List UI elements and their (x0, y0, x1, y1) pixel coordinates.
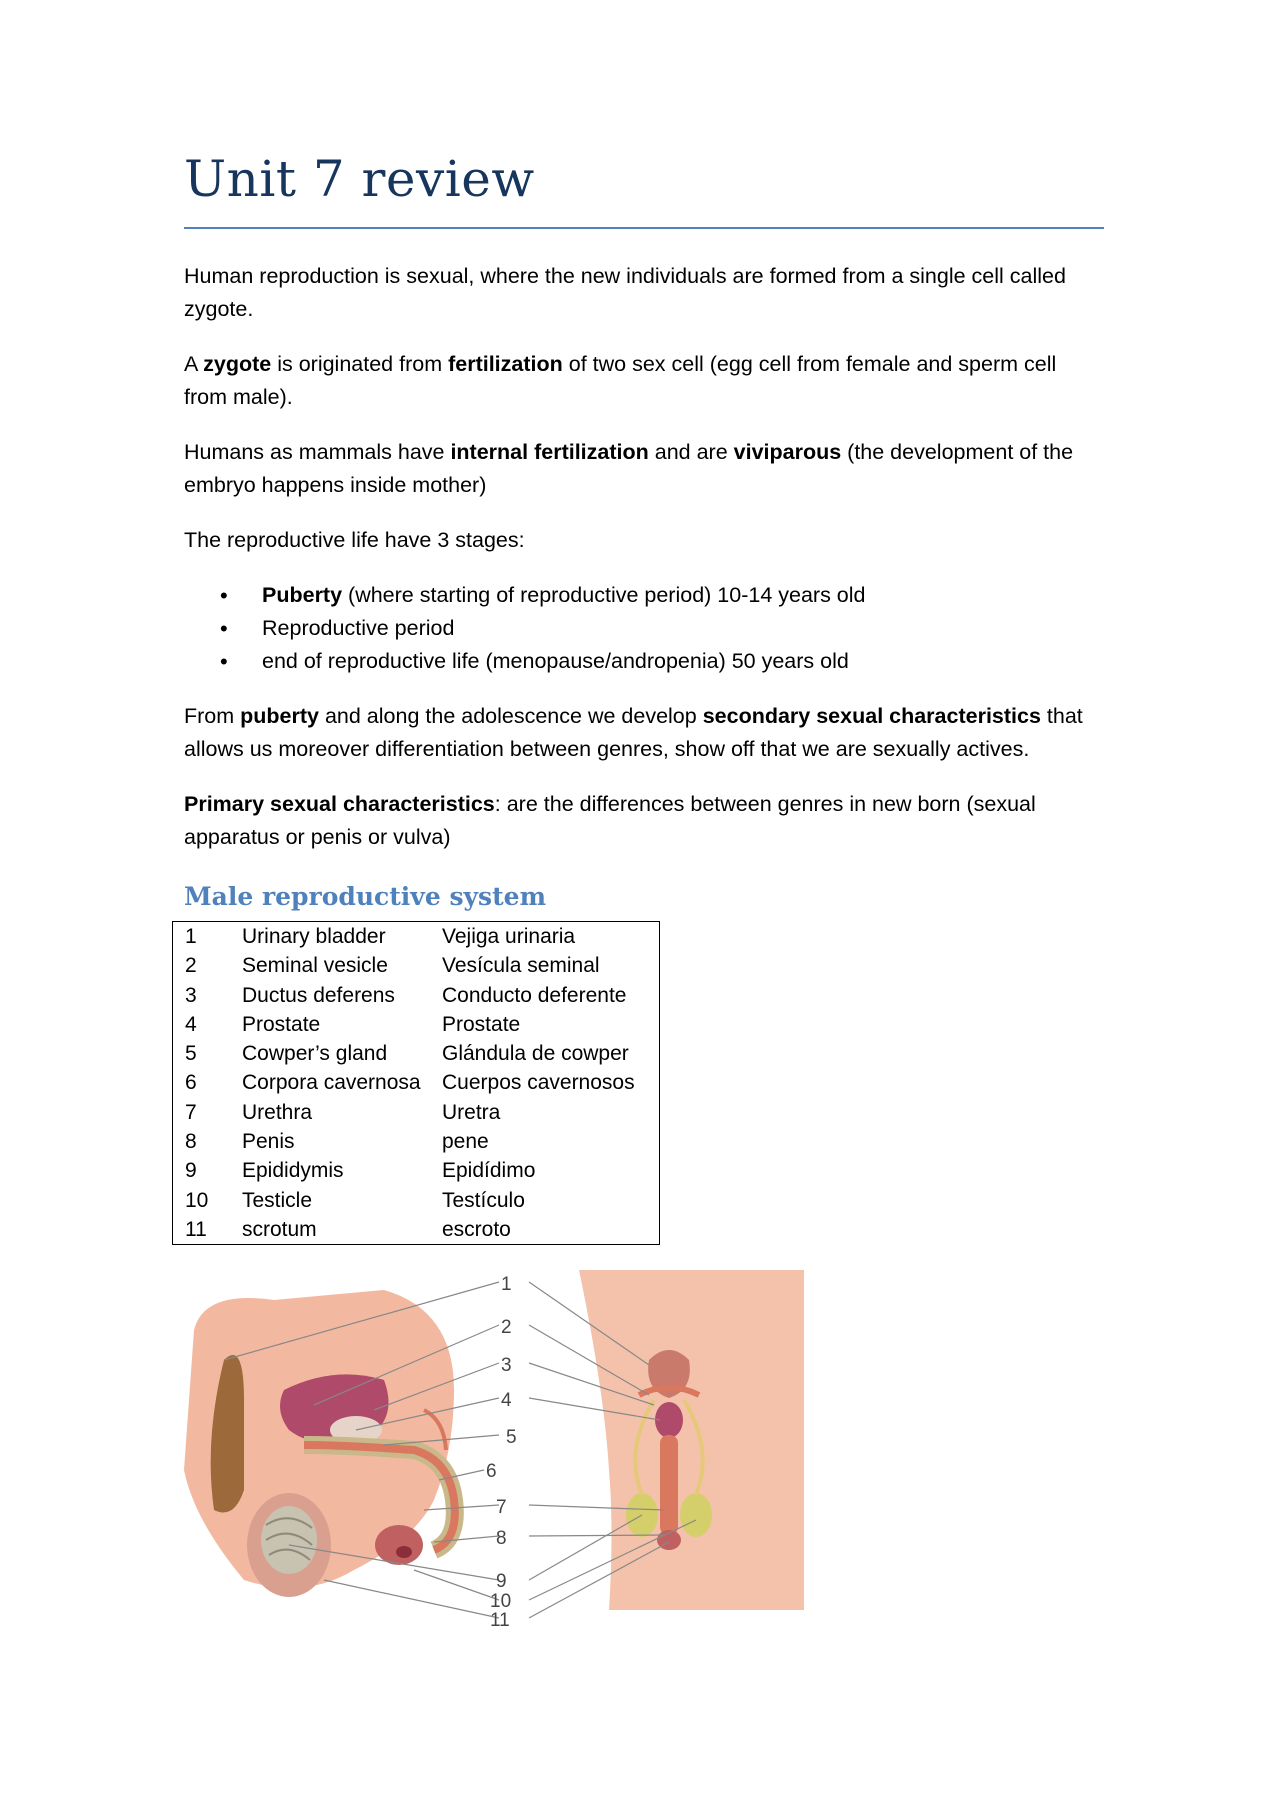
english-term-cell: Urinary bladder (242, 925, 386, 948)
number-cell: 1 (185, 925, 197, 948)
table-row (173, 1156, 660, 1185)
callout-number: 7 (496, 1497, 507, 1518)
callout-number: 2 (501, 1317, 512, 1338)
spanish-term-cell: Vesícula seminal (442, 954, 600, 978)
callout-number: 9 (496, 1571, 507, 1592)
spanish-term-cell: Epidídimo (442, 1159, 536, 1183)
table-row (173, 1098, 660, 1127)
spanish-term-cell: Cuerpos cavernosos (442, 1071, 635, 1095)
english-term-cell: Ductus deferens (242, 983, 395, 1007)
paragraph-mammals: Humans as mammals have internal fertilization and are viviparous (the development of the embryo happens inside mother) (184, 440, 1074, 497)
table-row (173, 951, 660, 980)
callout-number: 5 (506, 1427, 517, 1448)
section-heading: Male reproductive system (184, 882, 547, 911)
table-row (173, 1010, 660, 1039)
stages-list (184, 579, 1104, 678)
spanish-term-cell: Testículo (442, 1188, 525, 1212)
spanish-term-cell: Vejiga urinaria (442, 925, 576, 948)
paragraph-zygote: A zygote is originated from fertilization of two sex cell (egg cell from female and sperm cell from male). (184, 352, 1057, 409)
spanish-term-cell: Conducto deferente (442, 983, 627, 1007)
callout-number: 6 (486, 1461, 497, 1482)
english-term-cell: Urethra (242, 1100, 313, 1124)
list-item: • end of reproductive life (menopause/andropenia) 50 years old (262, 645, 1104, 678)
number-cell: 7 (185, 1100, 197, 1124)
number-cell: 9 (185, 1159, 197, 1183)
spanish-term-cell: pene (442, 1130, 489, 1154)
frontal-view (579, 1270, 804, 1610)
callout-number: 4 (501, 1390, 512, 1411)
table-row (173, 1039, 660, 1068)
english-term-cell: Prostate (242, 1012, 321, 1036)
english-term-cell: Corpora cavernosa (242, 1071, 421, 1095)
number-cell: 8 (185, 1130, 197, 1154)
number-cell: 2 (185, 954, 197, 978)
number-cell: 11 (185, 1217, 207, 1241)
spanish-term-cell: Uretra (442, 1100, 501, 1124)
callout-labels (486, 1274, 517, 1631)
paragraph-stages-intro: The reproductive life have 3 stages: (184, 528, 525, 552)
table-row (173, 1127, 660, 1156)
callout-number: 11 (490, 1610, 510, 1631)
number-cell: 4 (185, 1012, 197, 1036)
list-item: • Puberty (where starting of reproductive period) 10-14 years old (262, 579, 1104, 612)
callout-number: 1 (501, 1274, 512, 1295)
table-row (173, 1186, 660, 1215)
vocabulary-table (172, 921, 660, 1245)
callout-number: 3 (501, 1355, 512, 1376)
table-row (173, 1215, 660, 1245)
callout-number: 10 (490, 1591, 512, 1612)
paragraph-secondary: From puberty and along the adolescence we develop secondary sexual characteristics that allows us moreover differentiation between genres, show off that we are sexually actives. (184, 704, 1083, 761)
paragraph-reproduction: Human reproduction is sexual, where the new individuals are formed from a single cell called zygote. (184, 264, 1066, 321)
number-cell: 6 (185, 1071, 197, 1095)
english-term-cell: scrotum (242, 1217, 317, 1241)
page-title: Unit 7 review (184, 150, 535, 208)
number-cell: 3 (185, 983, 197, 1007)
english-term-cell: Epididymis (242, 1159, 344, 1183)
anatomy-diagram (184, 1270, 804, 1650)
callout-number: 8 (496, 1528, 507, 1549)
spanish-term-cell: Prostate (442, 1012, 521, 1036)
number-cell: 5 (185, 1042, 197, 1066)
english-term-cell: Penis (242, 1130, 295, 1154)
list-item: • Reproductive period (262, 612, 1104, 645)
title-underline (184, 227, 1104, 229)
table-row (173, 981, 660, 1010)
document-body (184, 260, 1104, 876)
english-term-cell: Cowper’s gland (242, 1042, 388, 1066)
spanish-term-cell: escroto (442, 1217, 511, 1241)
table-row (173, 922, 660, 952)
english-term-cell: Testicle (242, 1188, 313, 1212)
sagittal-view (184, 1270, 474, 1610)
number-cell: 10 (185, 1188, 209, 1212)
spanish-term-cell: Glándula de cowper (442, 1042, 629, 1066)
table-row (173, 1068, 660, 1097)
paragraph-primary: Primary sexual characteristics: are the differences between genres in new born (sexual apparatus or penis or vulva) (184, 792, 1036, 849)
english-term-cell: Seminal vesicle (242, 954, 388, 978)
